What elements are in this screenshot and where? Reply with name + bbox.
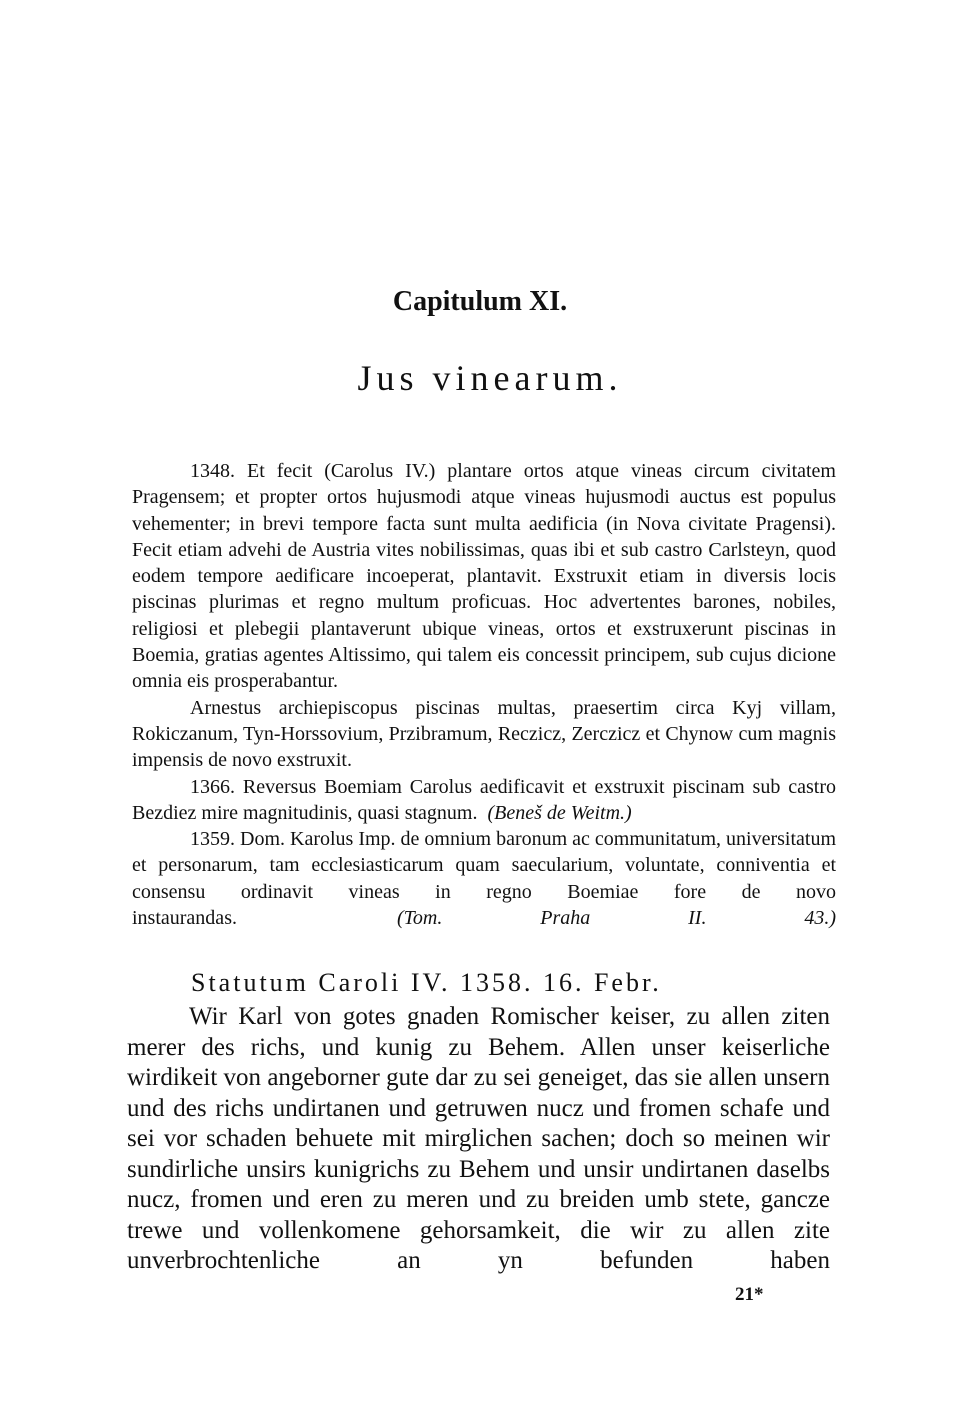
paragraph-1366-text: 1366. Reversus Boemiam Carolus aedificavit et exstruxit piscinam sub castro Bezdiez mire magnitudinis, quasi stagnum. <box>132 775 836 824</box>
german-paragraph: Wir Karl von gotes gnaden Romischer keiser, zu allen ziten merer des richs, und kunig zu Behem. Allen unser keiserliche wirdikeit von angeborner gute dar zu sei geneiget, das sie allen unsern und des richs undirtanen und getruwen nucz und fromen schafe und sei vor schaden behuete mit mirglichen sachen; doch so meinen wir sundirliche unsirs kunigrichs zu Behem und unsir undirtanen daselbs nucz, fromen und eren zu meren und zu breiden umb stete, gancze trewe und vollenkomene gehorsamkeit, die wir zu allen zite unverbrochtenliche an yn befunden haben <box>127 1003 830 1274</box>
paragraph-arnestus: Arnestus archiepiscopus piscinas multas, praesertim circa Kyj villam, Rokiczanum, Tyn-Horssovium, Przibramum, Reczicz, Zerczicz et Chynow cum magnis impensis de novo exstruxit. <box>132 696 836 772</box>
paragraph-1348: 1348. Et fecit (Carolus IV.) plantare ortos atque vineas circum civitatem Pragensem; et propter ortos hujusmodi atque vineas hujusmodi auctus est populus vehementer; in brevi tempore facta sunt multa aedificia (in Nova civitate Pragensi). Fecit etiam advehi de Austria vites nobilissimas, quas ibi et sub castro Carlsteyn, quod eodem tempore aedificare incoeperat, plantavit. Exstruxit etiam in diversis locis piscinas plurimas et regno multum proficuas. Hoc advertentes barones, nobiles, religiosi et plebegii plantaverunt ubique vineas, ortos et exstruxerunt piscinas in Boemia, gratias agentes Altissimo, qui talem eis concessit principem, sub cujus dicione omnia eis prosperabantur. <box>132 460 836 693</box>
paragraph-1359 <box>132 826 836 931</box>
source-citation-benes: (Beneš de Weitm.) <box>487 801 632 824</box>
latin-body <box>132 458 836 931</box>
source-citation-praha: (Tom. Praha II. 43.) <box>396 907 836 930</box>
statutum-title: Statutum Caroli IV. 1358. 16. Febr. <box>191 968 662 997</box>
chapter-label: Capitulum XI. <box>392 286 568 317</box>
german-body <box>127 1002 830 1277</box>
section-heading: Jus vinearum. <box>357 358 623 398</box>
paragraph-1366 <box>132 774 836 827</box>
paragraph-1359-text: 1359. Dom. Karolus Imp. de omnium baronum ac communitatum, universitatum et personarum, tam ecclesiasticarum quam saecularium, voluntate, conniventia et consensu ordinavit vineas in regno Boemiae fore de novo instaurandas. <box>132 828 837 930</box>
page-number: 21* <box>735 1284 764 1305</box>
